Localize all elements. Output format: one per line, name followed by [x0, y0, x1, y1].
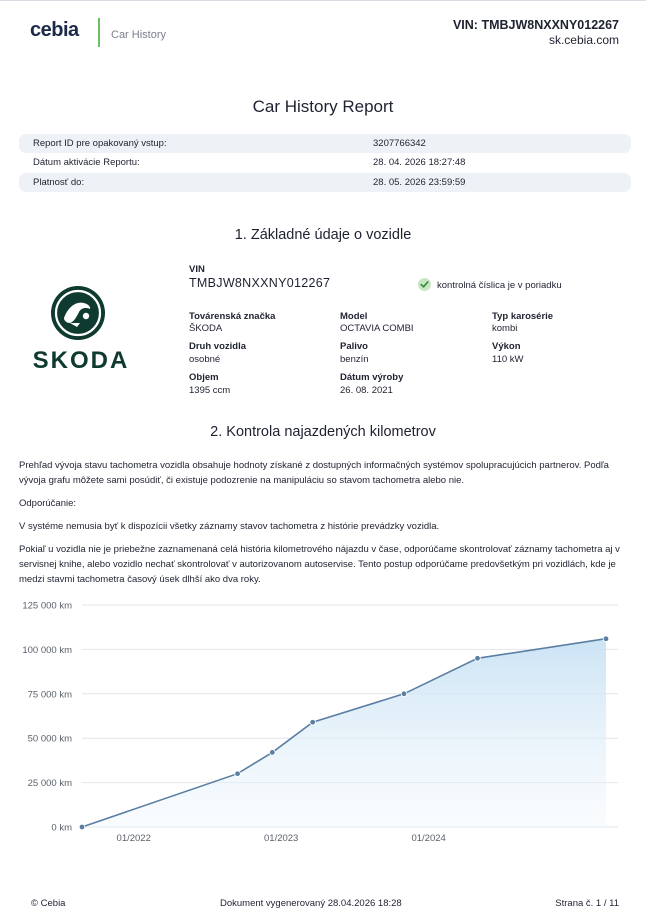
paragraph-availability: V systéme nemusia byť k dispozícii všetky záznamy stavov tachometra z histórie prevádzky vozidla.: [19, 521, 440, 532]
field-value-fuel: benzín: [340, 354, 369, 365]
field-label-fuel: Palivo: [340, 341, 368, 352]
field-value-body: kombi: [492, 323, 518, 334]
mileage-point: [79, 824, 85, 830]
mileage-point: [401, 691, 407, 697]
info-value: 28. 05. 2026 23:59:59: [373, 177, 466, 188]
footer-page-number: Strana č. 1 / 11: [555, 898, 619, 908]
y-tick-label: 50 000 km: [27, 733, 72, 745]
mileage-point: [310, 719, 316, 725]
paragraph-advice: Pokiaľ u vozidla nie je priebežne zaznamenaná celá história kilometrového nájazdu v čase, odporúčame skontrolovať záznamy tachometra aj v servisnej knihe, alebo vozidlo nechať skontrolovať v autorizovanom autoservise. Tento postup odporúčame predovšetkým pri vozidlách, kde je medzi stavmi tachometra časový úsek dlhší ako dva roky.: [19, 544, 620, 585]
skoda-wordmark-text: SKODA: [32, 347, 130, 372]
footer-copyright: © Cebia: [31, 898, 66, 908]
field-value-volume: 1395 ccm: [189, 385, 231, 396]
field-value-power: 110 kW: [492, 354, 524, 365]
logo-subtitle: Car History: [111, 29, 167, 41]
check-icon: [418, 278, 431, 291]
field-label-brand: Továrenská značka: [189, 311, 276, 322]
cebia-logo: [30, 19, 79, 42]
info-value: 3207766342: [373, 138, 426, 149]
mileage-point: [475, 655, 481, 661]
x-tick-label: 01/2024: [411, 833, 446, 844]
field-value-production-date: 26. 08. 2021: [340, 385, 393, 396]
field-label-type: Druh vozidla: [189, 341, 247, 352]
mileage-point: [269, 750, 275, 756]
field-label-production-date: Dátum výroby: [340, 372, 404, 383]
header-vin: VIN: TMBJW8NXXNY012267: [452, 18, 619, 32]
y-tick-label: 100 000 km: [22, 644, 72, 656]
info-label: Platnosť do:: [33, 177, 85, 188]
paragraph-intro: Prehľad vývoja stavu tachometra vozidla obsahuje hodnoty získané z dostupných informačných systémov spolupracujúcich partnerov. Podľa vývoja grafu môžete sami posúdiť, či existuje podozrenie na manipuláciu so stavom tachometra alebo nie.: [19, 460, 609, 486]
paragraph-recommendation-heading: Odporúčanie:: [19, 498, 77, 509]
info-row-validity: [19, 173, 631, 192]
y-tick-label: 125 000 km: [22, 600, 72, 612]
check-text: kontrolná číslica je v poriadku: [437, 280, 562, 291]
section-2-title: 2. Kontrola najazdených kilometrov: [210, 424, 436, 440]
y-tick-label: 0 km: [51, 822, 72, 834]
x-tick-label: 01/2022: [116, 833, 151, 844]
info-row-report-id: [19, 134, 631, 153]
info-value: 28. 04. 2026 18:27:48: [373, 157, 466, 168]
info-row-activation: [19, 153, 631, 172]
field-value-model: OCTAVIA COMBI: [340, 323, 414, 334]
section-1-title: 1. Základné údaje o vozidle: [234, 227, 412, 243]
footer-generated: Dokument vygenerovaný 28.04.2026 18:28: [220, 898, 402, 908]
mileage-chart: [0, 597, 646, 847]
vin-value: TMBJW8NXXNY012267: [189, 276, 331, 290]
header-site: sk.cebia.com: [548, 33, 619, 47]
info-label: Report ID pre opakovaný vstup:: [33, 138, 167, 149]
field-label-power: Výkon: [492, 341, 521, 352]
field-value-brand: ŠKODA: [189, 323, 223, 334]
field-label-volume: Objem: [189, 372, 219, 383]
skoda-wordmark-icon: [19, 346, 143, 372]
skoda-emblem-icon: [50, 285, 106, 341]
y-tick-label: 75 000 km: [27, 689, 72, 701]
mileage-point: [235, 771, 241, 777]
field-label-model: Model: [340, 311, 368, 322]
info-label: Dátum aktivácie Reportu:: [33, 157, 140, 168]
logo-text: cebia: [30, 19, 79, 41]
mileage-point: [603, 636, 609, 642]
x-tick-label: 01/2023: [264, 833, 299, 844]
field-label-body: Typ karosérie: [492, 311, 554, 322]
report-title: Car History Report: [252, 97, 394, 116]
vin-label: VIN: [189, 264, 205, 275]
field-value-type: osobné: [189, 354, 221, 365]
logo-divider: [98, 18, 100, 47]
mileage-area: [82, 639, 606, 827]
y-tick-label: 25 000 km: [27, 778, 72, 790]
